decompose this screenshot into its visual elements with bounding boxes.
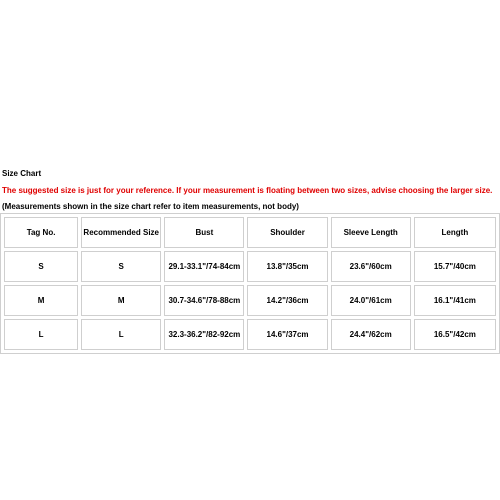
cell-sleeve-length: 24.0"/61cm [331,285,411,316]
cell-recommended-size: S [81,251,161,282]
cell-recommended-size: M [81,285,161,316]
size-chart-title: Size Chart [2,169,42,178]
cell-shoulder: 14.2"/36cm [247,285,327,316]
table-row [4,319,496,350]
cell-bust: 30.7-34.6"/78-88cm [164,285,244,316]
cell-shoulder: 14.6"/37cm [247,319,327,350]
cell-sleeve-length: 24.4"/62cm [331,319,411,350]
cell-length: 15.7"/40cm [414,251,496,282]
cell-tag-no: L [4,319,78,350]
cell-sleeve-length: 23.6"/60cm [331,251,411,282]
header-tag-no: Tag No. [4,217,78,248]
header-bust: Bust [164,217,244,248]
size-advice-note: The suggested size is just for your reference. If your measurement is floating between two sizes, advise choosing the larger size. [2,186,493,195]
cell-shoulder: 13.8"/35cm [247,251,327,282]
table-row [4,251,496,282]
measurement-note: (Measurements shown in the size chart refer to item measurements, not body) [2,202,299,211]
header-shoulder: Shoulder [247,217,327,248]
cell-length: 16.1"/41cm [414,285,496,316]
header-recommended-size: Recommended Size [81,217,161,248]
cell-bust: 29.1-33.1"/74-84cm [164,251,244,282]
cell-tag-no: M [4,285,78,316]
header-length: Length [414,217,496,248]
cell-length: 16.5"/42cm [414,319,496,350]
size-chart-table [0,213,500,354]
table-header-row [4,217,496,248]
table-row [4,285,496,316]
cell-recommended-size: L [81,319,161,350]
cell-tag-no: S [4,251,78,282]
header-sleeve-length: Sleeve Length [331,217,411,248]
cell-bust: 32.3-36.2"/82-92cm [164,319,244,350]
